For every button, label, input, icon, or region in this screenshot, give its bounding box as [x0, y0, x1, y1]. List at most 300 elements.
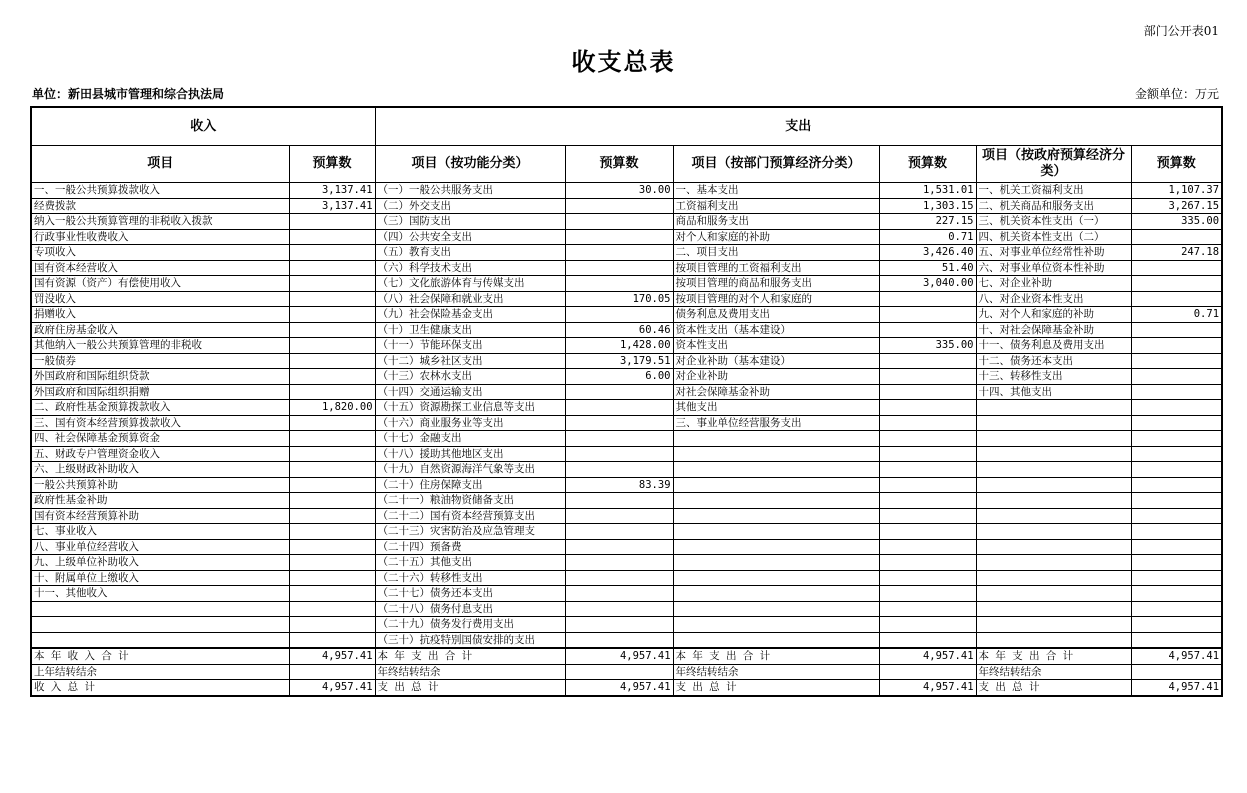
gov-econ-item: 五、对事业单位经常性补助: [976, 245, 1131, 261]
func-item: （四）公共安全支出: [375, 229, 565, 245]
gov-econ-budget: 247.18: [1131, 245, 1222, 261]
gov-econ-budget: [1131, 338, 1222, 354]
dept-econ-item: [673, 601, 879, 617]
gov-econ-budget: [1131, 322, 1222, 338]
income-item: 八、事业单位经营收入: [31, 539, 289, 555]
income-budget: [289, 415, 375, 431]
income-item: 国有资源（资产）有偿使用收入: [31, 276, 289, 292]
dept-econ-item: 按项目管理的商品和服务支出: [673, 276, 879, 292]
income-item: 六、上级财政补助收入: [31, 462, 289, 478]
income-budget: [289, 586, 375, 602]
func-item: （九）社会保险基金支出: [375, 307, 565, 323]
func-budget: [565, 524, 673, 540]
income-item: 外国政府和国际组织贷款: [31, 369, 289, 385]
income-budget: [289, 291, 375, 307]
income-item: 一、一般公共预算拨款收入: [31, 183, 289, 199]
gov-econ-budget: [1131, 446, 1222, 462]
header-row-group: [31, 107, 1222, 146]
gov-econ-budget: [1131, 570, 1222, 586]
table-row: [31, 446, 1222, 462]
col-budget-header: 预算数: [289, 146, 375, 183]
gov-econ-budget: 0.71: [1131, 307, 1222, 323]
func-budget: [565, 617, 673, 633]
dept-econ-budget: [879, 322, 976, 338]
func-total-value: 4,957.41: [565, 680, 673, 696]
dept-econ-item: 对个人和家庭的补助: [673, 229, 879, 245]
gov-econ-item: 四、机关资本性支出（二）: [976, 229, 1131, 245]
income-budget: [289, 570, 375, 586]
func-item: （三十）抗疫特别国债安排的支出: [375, 632, 565, 648]
dept-econ-item: [673, 524, 879, 540]
income-budget: [289, 214, 375, 230]
dept-econ-item: [673, 570, 879, 586]
income-budget: [289, 276, 375, 292]
func-budget: 60.46: [565, 322, 673, 338]
table-row: [31, 524, 1222, 540]
gov-econ-item: [976, 524, 1131, 540]
dept-econ-item: [673, 477, 879, 493]
table-row: [31, 260, 1222, 276]
gov-econ-item: 八、对企业资本性支出: [976, 291, 1131, 307]
gov-econ-total-label: 本 年 支 出 合 计: [976, 648, 1131, 664]
func-total-label: 年终结转结余: [375, 664, 565, 680]
gov-econ-budget: [1131, 524, 1222, 540]
gov-econ-item: [976, 493, 1131, 509]
gov-econ-total-value: [1131, 664, 1222, 680]
dept-econ-item: 资本性支出: [673, 338, 879, 354]
income-item: 政府性基金补助: [31, 493, 289, 509]
func-budget: [565, 229, 673, 245]
func-item: （二十五）其他支出: [375, 555, 565, 571]
gov-econ-item: 六、对事业单位资本性补助: [976, 260, 1131, 276]
col-dept-econ-header: 项目（按部门预算经济分类）: [673, 146, 879, 183]
func-total-value: [565, 664, 673, 680]
gov-econ-item: [976, 539, 1131, 555]
income-item: 一般公共预算补助: [31, 477, 289, 493]
func-budget: 6.00: [565, 369, 673, 385]
dept-econ-item: 二、项目支出: [673, 245, 879, 261]
gov-econ-budget: [1131, 493, 1222, 509]
dept-econ-item: [673, 446, 879, 462]
income-item: 二、政府性基金预算拨款收入: [31, 400, 289, 416]
gov-econ-item: [976, 415, 1131, 431]
income-budget: [289, 322, 375, 338]
dept-econ-budget: [879, 524, 976, 540]
income-budget: [289, 539, 375, 555]
table-row: [31, 183, 1222, 199]
table-row: [31, 477, 1222, 493]
table-row: [31, 617, 1222, 633]
dept-econ-item: 债务利息及费用支出: [673, 307, 879, 323]
dept-econ-budget: [879, 601, 976, 617]
gov-econ-item: [976, 400, 1131, 416]
income-budget: [289, 493, 375, 509]
income-budget: [289, 617, 375, 633]
unit-label: 单位：新田县城市管理和综合执法局: [32, 87, 225, 101]
func-item: （十八）援助其他地区支出: [375, 446, 565, 462]
table-row: [31, 462, 1222, 478]
income-budget: [289, 462, 375, 478]
gov-econ-budget: [1131, 384, 1222, 400]
dept-econ-budget: 335.00: [879, 338, 976, 354]
income-item: 五、财政专户管理资金收入: [31, 446, 289, 462]
col-budget-header: 预算数: [565, 146, 673, 183]
gov-econ-item: 二、机关商品和服务支出: [976, 198, 1131, 214]
dept-econ-total-value: 4,957.41: [879, 648, 976, 664]
gov-econ-item: [976, 617, 1131, 633]
income-budget: [289, 446, 375, 462]
dept-econ-budget: [879, 493, 976, 509]
gov-econ-item: [976, 601, 1131, 617]
dept-econ-budget: [879, 617, 976, 633]
dept-econ-item: [673, 617, 879, 633]
dept-econ-budget: [879, 586, 976, 602]
table-row: [31, 291, 1222, 307]
gov-econ-item: 七、对企业补助: [976, 276, 1131, 292]
func-item: （二十一）粮油物资储备支出: [375, 493, 565, 509]
dept-econ-total-label: 支 出 总 计: [673, 680, 879, 696]
table-row: [31, 245, 1222, 261]
gov-econ-budget: [1131, 291, 1222, 307]
dept-econ-item: 对企业补助（基本建设）: [673, 353, 879, 369]
func-budget: 1,428.00: [565, 338, 673, 354]
col-budget-header: 预算数: [1131, 146, 1222, 183]
func-budget: [565, 400, 673, 416]
func-budget: [565, 570, 673, 586]
func-item: （二十四）预备费: [375, 539, 565, 555]
income-item: [31, 617, 289, 633]
income-item: 四、社会保障基金预算资金: [31, 431, 289, 447]
dept-econ-budget: [879, 570, 976, 586]
income-total-label: 收 入 总 计: [31, 680, 289, 696]
func-item: （十一）节能环保支出: [375, 338, 565, 354]
gov-econ-item: [976, 431, 1131, 447]
func-total-label: 本 年 支 出 合 计: [375, 648, 565, 664]
gov-econ-budget: [1131, 431, 1222, 447]
func-budget: [565, 415, 673, 431]
func-budget: [565, 384, 673, 400]
gov-econ-item: 九、对个人和家庭的补助: [976, 307, 1131, 323]
func-item: （十七）金融支出: [375, 431, 565, 447]
dept-econ-budget: 51.40: [879, 260, 976, 276]
table-row: [31, 431, 1222, 447]
income-budget: [289, 632, 375, 648]
income-item: 行政事业性收费收入: [31, 229, 289, 245]
income-budget: [289, 260, 375, 276]
dept-econ-total-label: 年终结转结余: [673, 664, 879, 680]
dept-econ-item: [673, 539, 879, 555]
income-item: 三、国有资本经营预算拨款收入: [31, 415, 289, 431]
gov-econ-item: 十、对社会保障基金补助: [976, 322, 1131, 338]
gov-econ-item: [976, 462, 1131, 478]
expense-header: 支出: [375, 107, 1222, 146]
gov-econ-item: [976, 632, 1131, 648]
func-budget: [565, 214, 673, 230]
func-budget: [565, 276, 673, 292]
gov-econ-budget: [1131, 477, 1222, 493]
gov-econ-budget: [1131, 369, 1222, 385]
func-item: （二十八）债务付息支出: [375, 601, 565, 617]
func-item: （五）教育支出: [375, 245, 565, 261]
dept-econ-item: [673, 462, 879, 478]
table-row: [31, 198, 1222, 214]
table-row: [31, 601, 1222, 617]
gov-econ-item: 十四、其他支出: [976, 384, 1131, 400]
func-item: （十五）资源勘探工业信息等支出: [375, 400, 565, 416]
func-item: （二十）住房保障支出: [375, 477, 565, 493]
func-budget: [565, 245, 673, 261]
gov-econ-item: 十二、债务还本支出: [976, 353, 1131, 369]
func-budget: 30.00: [565, 183, 673, 199]
income-budget: [289, 431, 375, 447]
table-row: [31, 632, 1222, 648]
dept-econ-budget: [879, 415, 976, 431]
table-row: [31, 586, 1222, 602]
dept-econ-budget: [879, 431, 976, 447]
gov-econ-budget: [1131, 632, 1222, 648]
table-row: [31, 338, 1222, 354]
col-func-header: 项目（按功能分类）: [375, 146, 565, 183]
dept-econ-budget: 3,040.00: [879, 276, 976, 292]
dept-econ-item: 一、基本支出: [673, 183, 879, 199]
func-item: （六）科学技术支出: [375, 260, 565, 276]
dept-econ-budget: [879, 384, 976, 400]
gov-econ-total-value: 4,957.41: [1131, 648, 1222, 664]
dept-econ-item: [673, 632, 879, 648]
func-budget: 3,179.51: [565, 353, 673, 369]
total-row: [31, 664, 1222, 680]
gov-econ-budget: [1131, 276, 1222, 292]
col-item-header: 项目: [31, 146, 289, 183]
income-item: [31, 601, 289, 617]
func-budget: [565, 508, 673, 524]
income-budget: 3,137.41: [289, 198, 375, 214]
income-total-label: 上年结转结余: [31, 664, 289, 680]
income-budget: [289, 601, 375, 617]
col-gov-econ-header: 项目（按政府预算经济分类）: [976, 146, 1131, 183]
func-item: （二十七）债务还本支出: [375, 586, 565, 602]
func-budget: [565, 446, 673, 462]
gov-econ-budget: [1131, 555, 1222, 571]
gov-econ-item: [976, 555, 1131, 571]
gov-econ-budget: [1131, 415, 1222, 431]
income-budget: [289, 508, 375, 524]
func-item: （二）外交支出: [375, 198, 565, 214]
income-budget: [289, 338, 375, 354]
dept-econ-budget: [879, 555, 976, 571]
income-item: 国有资本经营预算补助: [31, 508, 289, 524]
gov-econ-budget: [1131, 586, 1222, 602]
dept-econ-item: [673, 493, 879, 509]
dept-econ-budget: [879, 539, 976, 555]
table-row: [31, 539, 1222, 555]
func-item: （二十三）灾害防治及应急管理支: [375, 524, 565, 540]
income-item: 专项收入: [31, 245, 289, 261]
func-budget: [565, 539, 673, 555]
func-budget: [565, 632, 673, 648]
dept-econ-budget: [879, 446, 976, 462]
income-budget: [289, 307, 375, 323]
income-item: 捐赠收入: [31, 307, 289, 323]
gov-econ-budget: [1131, 260, 1222, 276]
gov-econ-item: [976, 446, 1131, 462]
table-row: [31, 400, 1222, 416]
func-item: （七）文化旅游体育与传媒支出: [375, 276, 565, 292]
dept-econ-item: 对企业补助: [673, 369, 879, 385]
dept-econ-item: [673, 555, 879, 571]
income-item: 纳入一般公共预算管理的非税收入拨款: [31, 214, 289, 230]
income-item: 其他纳入一般公共预算管理的非税收: [31, 338, 289, 354]
gov-econ-total-value: 4,957.41: [1131, 680, 1222, 696]
dept-econ-budget: [879, 632, 976, 648]
table-row: [31, 508, 1222, 524]
budget-summary-table: [30, 106, 1223, 697]
gov-econ-budget: [1131, 617, 1222, 633]
total-row: [31, 680, 1222, 696]
table-row: [31, 555, 1222, 571]
gov-econ-item: [976, 586, 1131, 602]
dept-econ-item: 工资福利支出: [673, 198, 879, 214]
dept-econ-item: 按项目管理的工资福利支出: [673, 260, 879, 276]
func-budget: [565, 431, 673, 447]
income-item: 十、附属单位上缴收入: [31, 570, 289, 586]
income-budget: 1,820.00: [289, 400, 375, 416]
gov-econ-budget: [1131, 508, 1222, 524]
income-budget: [289, 229, 375, 245]
gov-econ-item: 十一、债务利息及费用支出: [976, 338, 1131, 354]
dept-econ-item: [673, 508, 879, 524]
func-item: （十二）城乡社区支出: [375, 353, 565, 369]
gov-econ-budget: 1,107.37: [1131, 183, 1222, 199]
income-item: 十一、其他收入: [31, 586, 289, 602]
income-item: 政府住房基金收入: [31, 322, 289, 338]
gov-econ-budget: 3,267.15: [1131, 198, 1222, 214]
func-budget: [565, 307, 673, 323]
income-item: 九、上级单位补助收入: [31, 555, 289, 571]
func-budget: [565, 555, 673, 571]
amount-unit-label: 金额单位：万元: [1134, 87, 1219, 101]
col-budget-header: 预算数: [879, 146, 976, 183]
func-item: （十三）农林水支出: [375, 369, 565, 385]
gov-econ-budget: [1131, 601, 1222, 617]
income-item: 七、事业收入: [31, 524, 289, 540]
income-item: [31, 632, 289, 648]
dept-econ-item: 资本性支出（基本建设）: [673, 322, 879, 338]
table-row: [31, 415, 1222, 431]
table-row: [31, 322, 1222, 338]
func-item: （十）卫生健康支出: [375, 322, 565, 338]
dept-econ-budget: [879, 353, 976, 369]
income-item: 外国政府和国际组织捐赠: [31, 384, 289, 400]
gov-econ-total-label: 年终结转结余: [976, 664, 1131, 680]
income-budget: [289, 477, 375, 493]
income-budget: [289, 353, 375, 369]
income-budget: [289, 555, 375, 571]
income-budget: [289, 384, 375, 400]
gov-econ-item: [976, 477, 1131, 493]
func-total-value: 4,957.41: [565, 648, 673, 664]
dept-econ-item: [673, 586, 879, 602]
dept-econ-total-value: 4,957.41: [879, 680, 976, 696]
income-total-value: [289, 664, 375, 680]
dept-econ-item: 其他支出: [673, 400, 879, 416]
func-budget: 83.39: [565, 477, 673, 493]
func-item: （十九）自然资源海洋气象等支出: [375, 462, 565, 478]
table-row: [31, 307, 1222, 323]
dept-econ-budget: [879, 508, 976, 524]
gov-econ-budget: 335.00: [1131, 214, 1222, 230]
func-item: （一）一般公共服务支出: [375, 183, 565, 199]
dept-econ-item: [673, 431, 879, 447]
table-row: [31, 369, 1222, 385]
table-row: [31, 229, 1222, 245]
dept-econ-budget: [879, 477, 976, 493]
func-total-label: 支 出 总 计: [375, 680, 565, 696]
dept-econ-budget: [879, 307, 976, 323]
table-row: [31, 493, 1222, 509]
func-budget: [565, 601, 673, 617]
income-item: 经费拨款: [31, 198, 289, 214]
dept-econ-budget: 0.71: [879, 229, 976, 245]
func-item: （二十九）债务发行费用支出: [375, 617, 565, 633]
gov-econ-budget: [1131, 462, 1222, 478]
func-item: （十六）商业服务业等支出: [375, 415, 565, 431]
dept-econ-budget: 3,426.40: [879, 245, 976, 261]
total-row: [31, 648, 1222, 664]
dept-econ-budget: 1,303.15: [879, 198, 976, 214]
income-item: 国有资本经营收入: [31, 260, 289, 276]
gov-econ-item: 三、机关资本性支出（一）: [976, 214, 1131, 230]
income-header: 收入: [31, 107, 375, 146]
table-row: [31, 384, 1222, 400]
func-budget: [565, 198, 673, 214]
income-item: 罚没收入: [31, 291, 289, 307]
gov-econ-budget: [1131, 229, 1222, 245]
income-total-label: 本 年 收 入 合 计: [31, 648, 289, 664]
gov-econ-budget: [1131, 353, 1222, 369]
dept-econ-item: 商品和服务支出: [673, 214, 879, 230]
func-budget: [565, 462, 673, 478]
dept-econ-total-label: 本 年 支 出 合 计: [673, 648, 879, 664]
table-row: [31, 276, 1222, 292]
income-budget: [289, 524, 375, 540]
income-total-value: 4,957.41: [289, 680, 375, 696]
gov-econ-item: [976, 570, 1131, 586]
page-title: 收支总表: [571, 47, 676, 76]
func-budget: [565, 260, 673, 276]
dept-econ-budget: [879, 462, 976, 478]
income-budget: 3,137.41: [289, 183, 375, 199]
dept-econ-item: 三、事业单位经营服务支出: [673, 415, 879, 431]
gov-econ-item: [976, 508, 1131, 524]
dept-econ-budget: [879, 400, 976, 416]
gov-econ-budget: [1131, 539, 1222, 555]
func-item: （二十六）转移性支出: [375, 570, 565, 586]
func-budget: [565, 586, 673, 602]
func-budget: 170.05: [565, 291, 673, 307]
table-row: [31, 214, 1222, 230]
dept-econ-total-value: [879, 664, 976, 680]
table-row: [31, 570, 1222, 586]
dept-econ-budget: 1,531.01: [879, 183, 976, 199]
table-totals: [31, 648, 1222, 696]
income-budget: [289, 245, 375, 261]
func-item: （八）社会保障和就业支出: [375, 291, 565, 307]
dept-econ-budget: [879, 369, 976, 385]
form-number: 部门公开表01: [1143, 24, 1219, 38]
income-item: 一般债券: [31, 353, 289, 369]
dept-econ-item: 对社会保障基金补助: [673, 384, 879, 400]
